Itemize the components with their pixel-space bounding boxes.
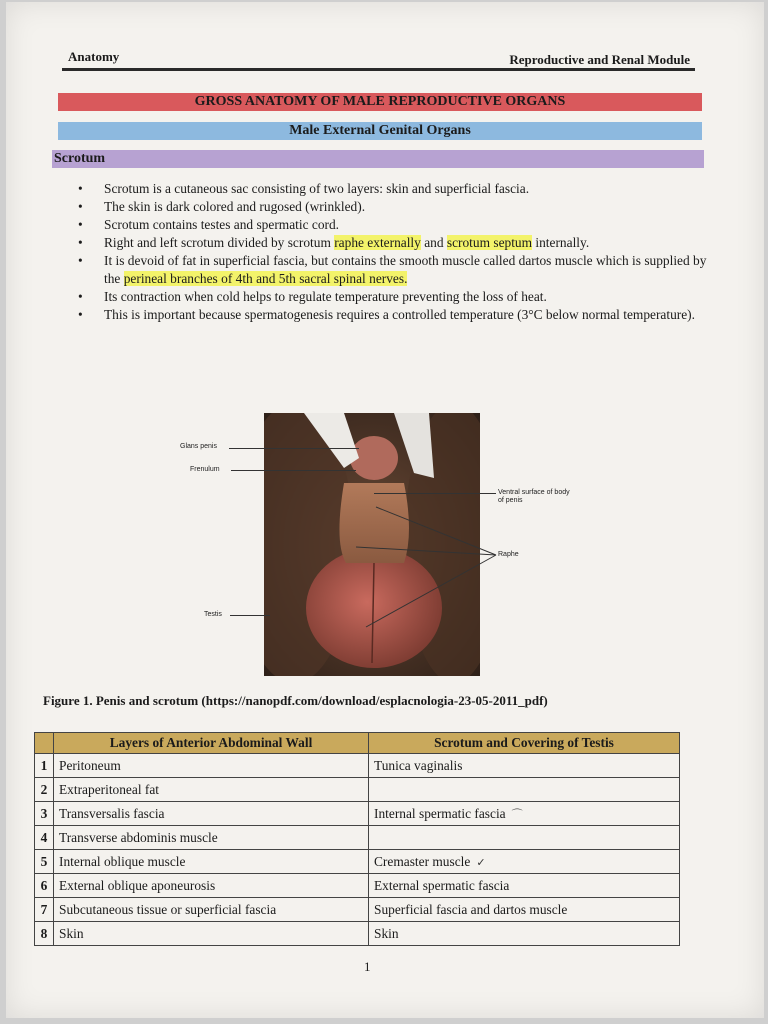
header-left: Anatomy [68, 49, 120, 64]
table-row [35, 826, 680, 850]
scrotal-layer [369, 778, 680, 802]
label-testis: Testis [204, 611, 222, 618]
bullet-item: • This is important because spermatogenesis requires a controlled temperature (3°C below normal temperature). [78, 306, 695, 322]
highlight: raphe externally [334, 235, 421, 250]
check-mark-icon: ⌒ [511, 807, 523, 821]
table-row [35, 922, 680, 946]
label-ventral-surface: Ventral surface of body of penis [498, 489, 570, 504]
scrotal-layer: Skin [369, 922, 680, 946]
page-number: 1 [364, 959, 371, 974]
row-number: 4 [35, 826, 54, 850]
table-header-row [35, 733, 680, 754]
document-page [6, 2, 764, 1018]
scrotal-layer: Cremaster muscle ✓ [369, 850, 680, 874]
leader-line [374, 493, 496, 494]
scrotal-layer [369, 826, 680, 850]
highlight: perineal branches of 4th and 5th sacral spinal nerves. [123, 270, 408, 286]
abdominal-layer: Transversalis fascia [54, 802, 369, 826]
check-mark-icon: ✓ [476, 855, 486, 869]
row-number: 7 [35, 898, 54, 922]
table-row [35, 874, 680, 898]
row-number: 6 [35, 874, 54, 898]
table-row [35, 754, 680, 778]
leader-line [231, 470, 356, 471]
bullet-item: • Its contraction when cold helps to regulate temperature preventing the loss of heat. [78, 288, 547, 304]
label-glans-penis: Glans penis [180, 443, 217, 450]
label-frenulum: Frenulum [190, 466, 220, 473]
bullet-list [76, 180, 714, 324]
table-header: Scrotum and Covering of Testis [369, 733, 680, 754]
row-number: 2 [35, 778, 54, 802]
section-band: Scrotum [52, 150, 704, 168]
abdominal-layer: Extraperitoneal fat [54, 778, 369, 802]
table-header-blank [35, 733, 54, 754]
scrotal-layer: Superficial fascia and dartos muscle [369, 898, 680, 922]
leader-line [229, 448, 359, 449]
abdominal-layer: Internal oblique muscle [54, 850, 369, 874]
table-row [35, 778, 680, 802]
raphe-leaders [356, 502, 501, 632]
figure-caption: Figure 1. Penis and scrotum (https://nanopdf.com/download/esplacnologia-23-05-2011_pdf) [43, 693, 548, 708]
highlight: scrotum septum [446, 235, 533, 250]
subtitle-band: Male External Genital Organs [58, 122, 702, 140]
bullet-item: • Right and left scrotum divided by scrotum raphe externally and scrotum septum internally. [78, 235, 590, 250]
scrotal-layer: Internal spermatic fascia ⌒ [369, 802, 680, 826]
table-row [35, 802, 680, 826]
abdominal-layer: Skin [54, 922, 369, 946]
abdominal-layer: Subcutaneous tissue or superficial fascia [54, 898, 369, 922]
label-raphe: Raphe [498, 551, 519, 558]
table-row [35, 898, 680, 922]
row-number: 3 [35, 802, 54, 826]
table-header: Layers of Anterior Abdominal Wall [54, 733, 369, 754]
bullet-item: • Scrotum contains testes and spermatic cord. [78, 217, 340, 232]
table-row [35, 850, 680, 874]
header-right: Reproductive and Renal Module [509, 52, 690, 67]
bullet-item: • Scrotum is a cutaneous sac consisting of two layers: skin and superficial fascia. [78, 181, 530, 196]
leader-line [230, 615, 270, 616]
abdominal-layer: Peritoneum [54, 754, 369, 778]
layers-table [34, 732, 680, 946]
scrotal-layer: External spermatic fascia [369, 874, 680, 898]
row-number: 5 [35, 850, 54, 874]
header-rule [62, 68, 695, 71]
abdominal-layer: Transverse abdominis muscle [54, 826, 369, 850]
abdominal-layer: External oblique aponeurosis [54, 874, 369, 898]
bullet-item: • It is devoid of fat in superficial fascia, but contains the smooth muscle called dartos muscle which is supplied by the perineal branches of 4th and 5th sacral spinal nerves. [78, 253, 707, 286]
title-band: GROSS ANATOMY OF MALE REPRODUCTIVE ORGANS [58, 93, 702, 111]
row-number: 8 [35, 922, 54, 946]
bullet-item: • The skin is dark colored and rugosed (wrinkled). [78, 199, 366, 214]
scrotal-layer: Tunica vaginalis [369, 754, 680, 778]
row-number: 1 [35, 754, 54, 778]
